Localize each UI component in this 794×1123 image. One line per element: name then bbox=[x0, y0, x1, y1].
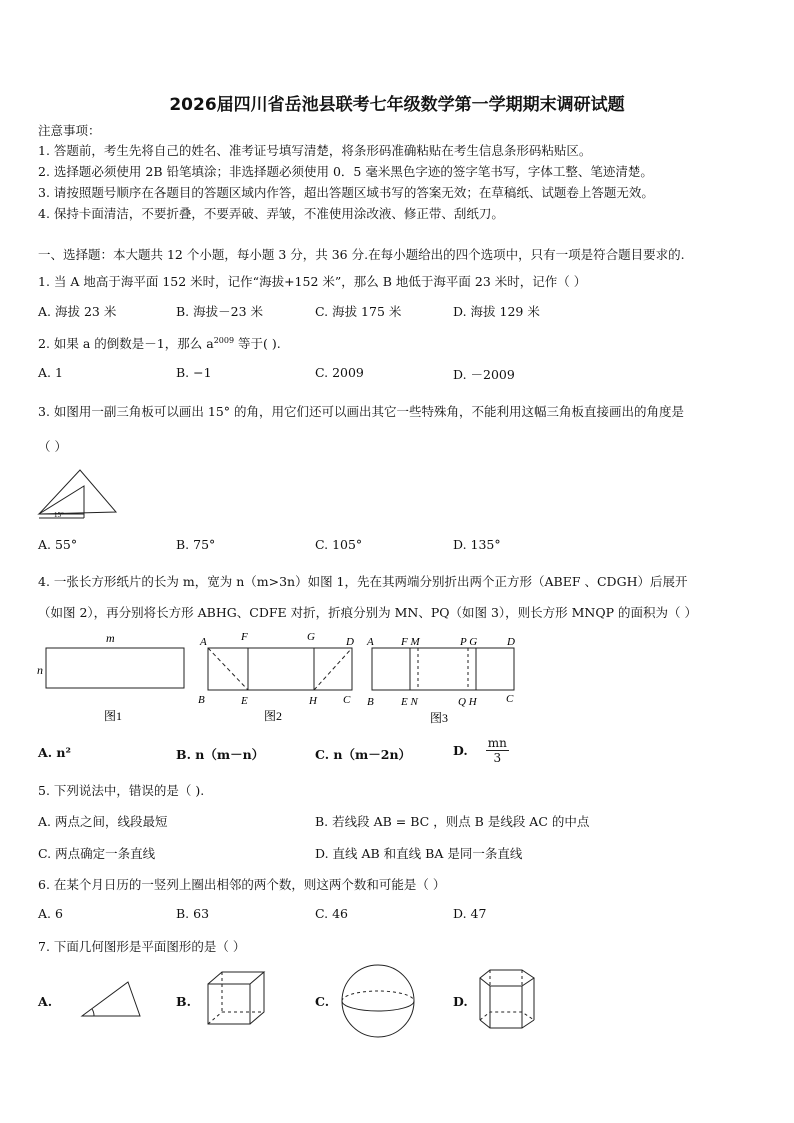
q7-option-d[interactable]: D. bbox=[453, 994, 468, 1009]
q1-option-a[interactable]: A. 海拔 23 米 bbox=[38, 304, 117, 319]
page-title: 2026届四川省岳池县联考七年级数学第一学期期末调研试题 bbox=[169, 95, 625, 115]
question-7-stem: 7. 下面几何图形是平面图形的是（ ） bbox=[38, 939, 246, 954]
question-1-stem: 1. 当 A 地高于海平面 152 米时，记作“海拔+152 米”，那么 B 地低于海平面 23 米时，记作（ ） bbox=[38, 274, 587, 289]
fig2-label-d: D bbox=[346, 636, 354, 648]
q2-stem-pre: 2. 如果 a 的倒数是－1，那么 a bbox=[38, 336, 214, 351]
question-4-line2: （如图 2），再分别将长方形 ABHG、CDFE 对折，折痕分别为 MN、PQ（如图 3），则长方形 MNQP 的面积为（ ） bbox=[38, 605, 697, 620]
fig2-label-f: F bbox=[241, 631, 248, 643]
fig2-caption: 图2 bbox=[264, 709, 283, 723]
question-3-stem: 3. 如图用一副三角板可以画出 15° 的角，用它们还可以画出其它一些特殊角，不能利用这幅三角板直接画出的角度是 bbox=[38, 404, 685, 419]
note-item: 1. 答题前，考生先将自己的姓名、准考证号填写清楚，将条形码准确粘贴在考生信息条形码粘贴区。 bbox=[38, 143, 592, 158]
q5-option-b[interactable]: B. 若线段 AB = BC ，则点 B 是线段 AC 的中点 bbox=[315, 814, 590, 829]
q4-option-b[interactable]: B. n（m－n） bbox=[176, 747, 265, 762]
q6-option-a[interactable]: A. 6 bbox=[38, 906, 63, 921]
fig3-label-pg: P G bbox=[460, 636, 478, 648]
q5-option-d[interactable]: D. 直线 AB 和直线 BA 是同一条直线 bbox=[315, 846, 523, 861]
sphere-shape-icon bbox=[338, 962, 418, 1040]
question-6-stem: 6. 在某个月日历的一竖列上圈出相邻的两个数，则这两个数和可能是（ ） bbox=[38, 877, 446, 892]
q5-option-c[interactable]: C. 两点确定一条直线 bbox=[38, 846, 156, 861]
q3-option-c[interactable]: C. 105° bbox=[315, 537, 363, 552]
notes-heading: 注意事项： bbox=[38, 123, 101, 138]
q2-option-b[interactable]: B. −1 bbox=[176, 365, 212, 380]
fig3-label-fm: F M bbox=[401, 636, 420, 648]
q4-option-d-fraction bbox=[486, 736, 509, 765]
q1-option-b[interactable]: B. 海拔－23 米 bbox=[176, 304, 264, 319]
section-heading: 一、选择题：本大题共 12 个小题，每小题 3 分，共 36 分.在每小题给出的四个选项中，只有一项是符合题目要求的. bbox=[38, 247, 685, 262]
q5-option-a[interactable]: A. 两点之间，线段最短 bbox=[38, 814, 168, 829]
q1-option-d[interactable]: D. 海拔 129 米 bbox=[453, 304, 540, 319]
note-item: 3. 请按照题号顺序在各题目的答题区域内作答，超出答题区域书写的答案无效；在草稿纸、试题卷上答题无效。 bbox=[38, 185, 654, 200]
cube-shape-icon bbox=[202, 968, 272, 1030]
fig2-label-h: H bbox=[309, 695, 317, 707]
triangle-shape-icon bbox=[62, 970, 144, 1026]
fig3-label-en: E N bbox=[401, 696, 418, 708]
fig3-caption: 图3 bbox=[430, 711, 449, 725]
q7-option-a[interactable]: A. bbox=[38, 994, 53, 1009]
fig3-label-qh: Q H bbox=[458, 696, 477, 708]
q6-option-c[interactable]: C. 46 bbox=[315, 906, 348, 921]
q7-option-b[interactable]: B. bbox=[176, 994, 191, 1009]
q4-option-d[interactable] bbox=[453, 736, 509, 765]
fig2-label-g: G bbox=[307, 631, 315, 643]
fig1-label-m: m bbox=[106, 631, 115, 645]
fig1-label-n: n bbox=[37, 663, 43, 677]
figure-3 bbox=[362, 628, 528, 726]
q2-option-d[interactable]: D. －2009 bbox=[453, 367, 515, 382]
question-2-stem bbox=[38, 334, 281, 352]
figure-1 bbox=[36, 628, 196, 724]
angle-label: 15° bbox=[54, 511, 64, 519]
figure-2 bbox=[196, 628, 362, 726]
fig3-label-a: A bbox=[367, 636, 374, 648]
fig3-label-d: D bbox=[507, 636, 515, 648]
note-item: 4. 保持卡面清洁，不要折叠，不要弄破、弄皱，不准使用涂改液、修正带、刮纸刀。 bbox=[38, 206, 504, 221]
q2-stem-post: 等于( ). bbox=[234, 336, 281, 351]
q2-option-a[interactable]: A. 1 bbox=[38, 365, 63, 380]
q6-option-b[interactable]: B. 63 bbox=[176, 906, 210, 921]
hexagonal-prism-shape-icon bbox=[476, 964, 540, 1036]
q4-option-d-label: D. bbox=[453, 743, 468, 758]
fig3-label-b: B bbox=[367, 696, 374, 708]
fig2-label-a: A bbox=[200, 636, 207, 648]
note-item: 2. 选择题必须使用 2B 铅笔填涂；非选择题必须使用 0．5 毫米黑色字迹的签字笔书写，字体工整、笔迹清楚。 bbox=[38, 164, 653, 179]
question-3-paren: （ ） bbox=[38, 439, 67, 454]
q6-option-d[interactable]: D. 47 bbox=[453, 906, 487, 921]
q2-exponent: 2009 bbox=[213, 335, 235, 345]
fig3-label-c: C bbox=[506, 693, 514, 705]
q3-option-a[interactable]: A. 55° bbox=[38, 537, 78, 552]
triangle-ruler-figure bbox=[36, 462, 120, 522]
q1-option-c[interactable]: C. 海拔 175 米 bbox=[315, 304, 402, 319]
q7-option-c[interactable]: C. bbox=[315, 994, 330, 1009]
q3-option-b[interactable]: B. 75° bbox=[176, 537, 216, 552]
fraction-numerator: mn bbox=[487, 736, 507, 750]
fig2-label-b: B bbox=[198, 694, 205, 706]
q4-option-a[interactable]: A. n² bbox=[38, 745, 71, 760]
fraction-denominator: 3 bbox=[493, 751, 502, 765]
q4-option-c[interactable]: C. n（m－2n） bbox=[315, 747, 412, 762]
question-5-stem: 5. 下列说法中，错误的是（ ). bbox=[38, 783, 205, 798]
fig2-label-e: E bbox=[241, 695, 248, 707]
fig1-caption: 图1 bbox=[104, 709, 123, 723]
q3-option-d[interactable]: D. 135° bbox=[453, 537, 501, 552]
q2-option-c[interactable]: C. 2009 bbox=[315, 365, 364, 380]
fig2-label-c: C bbox=[343, 694, 351, 706]
question-4-line1: 4. 一张长方形纸片的长为 m，宽为 n（m>3n）如图 1，先在其两端分别折出两个正方形（ABEF 、CDGH）后展开 bbox=[38, 574, 688, 589]
